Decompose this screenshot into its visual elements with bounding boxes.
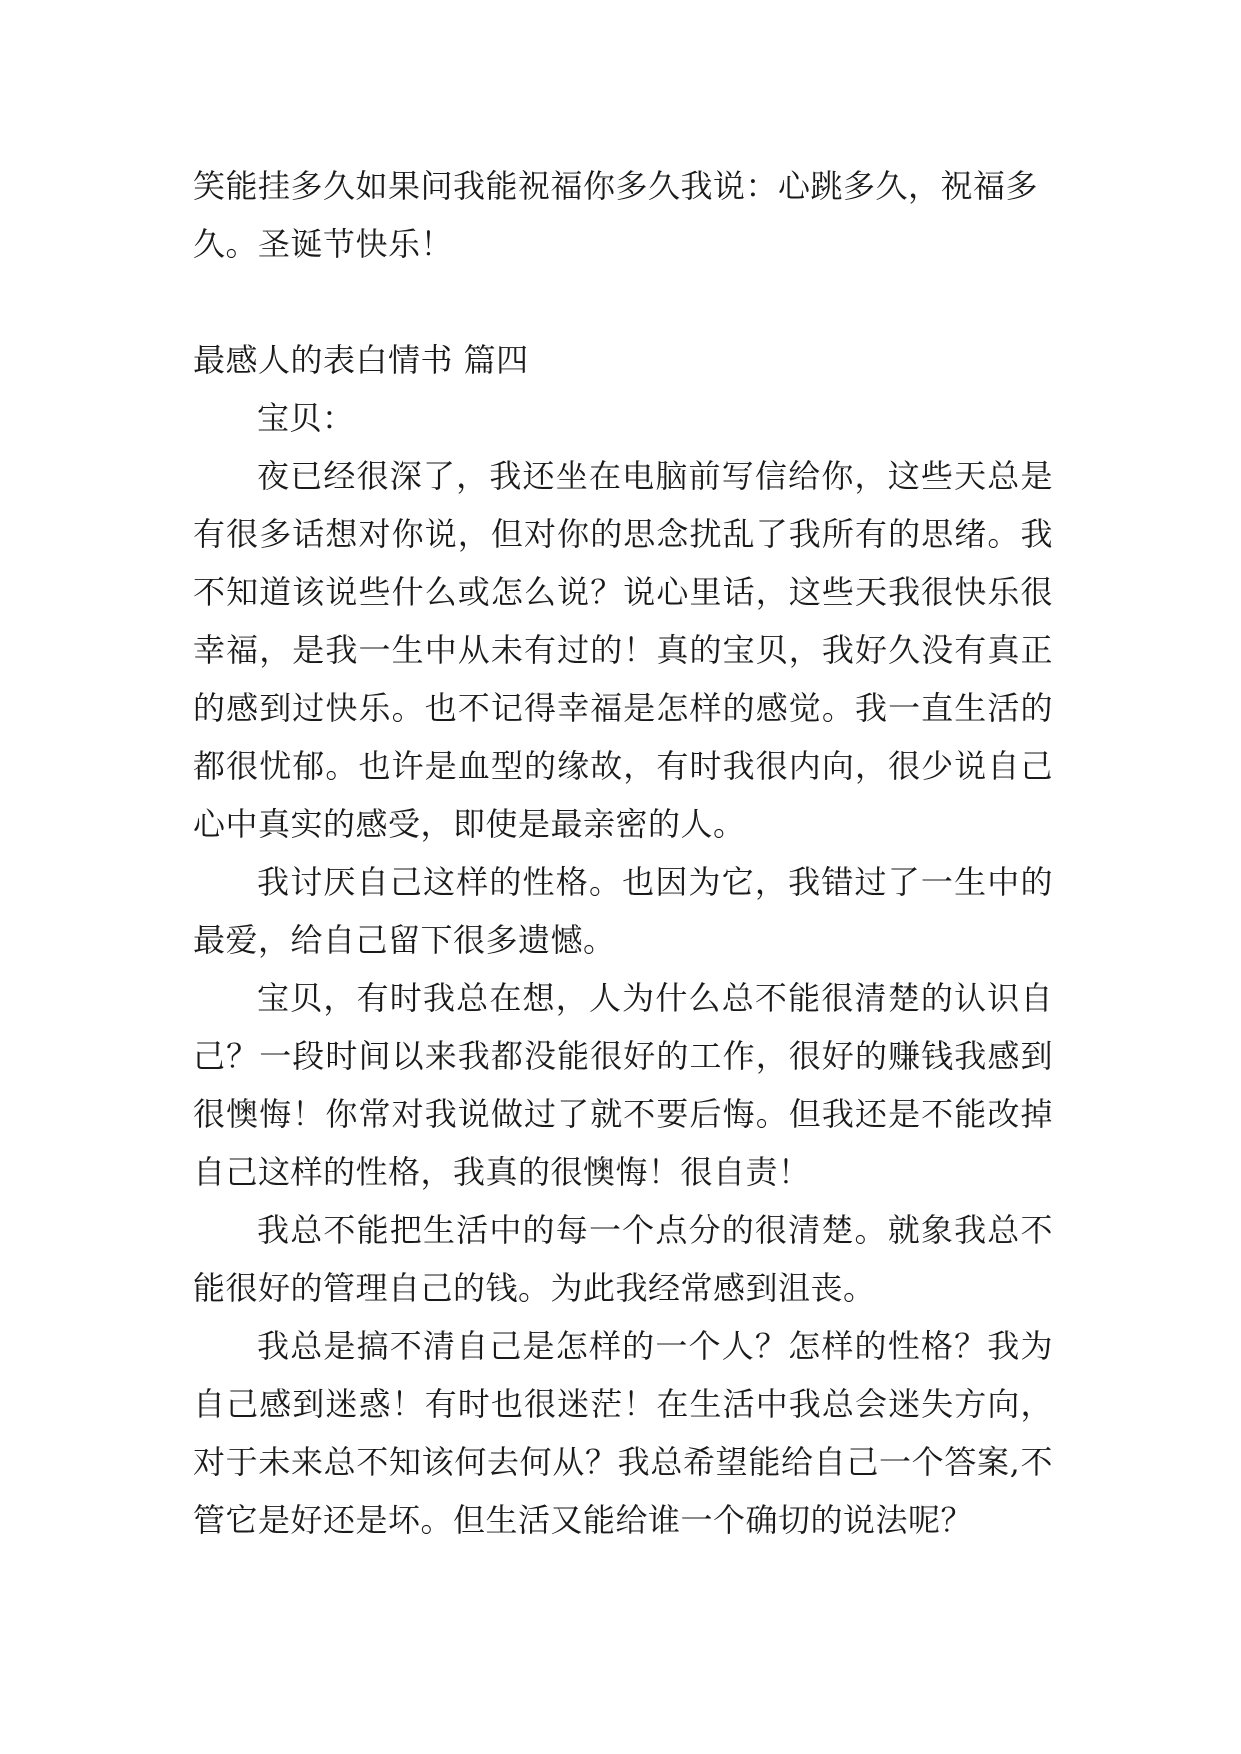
paragraph: 我总不能把生活中的每一个点分的很清楚。就象我总不能很好的管理自己的钱。为此我经常感到沮丧。 [193, 1211, 1053, 1307]
section-heading: 最感人的表白情书 篇四 [193, 341, 529, 379]
letter-body [193, 389, 1053, 1549]
paragraph: 我讨厌自己这样的性格。也因为它，我错过了一生中的最爱，给自己留下很多遗憾。 [193, 863, 1053, 959]
continued-paragraph: 笑能挂多久如果问我能祝福你多久我说：心跳多久，祝福多久。圣诞节快乐！ [193, 167, 1039, 263]
paragraph: 我总是搞不清自己是怎样的一个人？怎样的性格？我为自己感到迷惑！有时也很迷茫！在生活中我总会迷失方向，对于未来总不知该何去何从？我总希望能给自己一个答案,不管它是好还是坏。但生活又能给谁一个确切的说法呢？ [193, 1327, 1053, 1539]
paragraph: 夜已经很深了，我还坐在电脑前写信给你，这些天总是有很多话想对你说，但对你的思念扰乱了我所有的思绪。我不知道该说些什么或怎么说？说心里话，这些天我很快乐很幸福，是我一生中从未有过的！真的宝贝，我好久没有真正的感到过快乐。也不记得幸福是怎样的感觉。我一直生活的都很忧郁。也许是血型的缘故，有时我很内向，很少说自己心中真实的感受，即使是最亲密的人。 [193, 457, 1053, 843]
salutation: 宝贝： [257, 399, 355, 437]
paragraph: 宝贝，有时我总在想，人为什么总不能很清楚的认识自己？一段时间以来我都没能很好的工作，很好的赚钱我感到很懊悔！你常对我说做过了就不要后悔。但我还是不能改掉自己这样的性格，我真的很懊悔！很自责！ [193, 979, 1053, 1191]
